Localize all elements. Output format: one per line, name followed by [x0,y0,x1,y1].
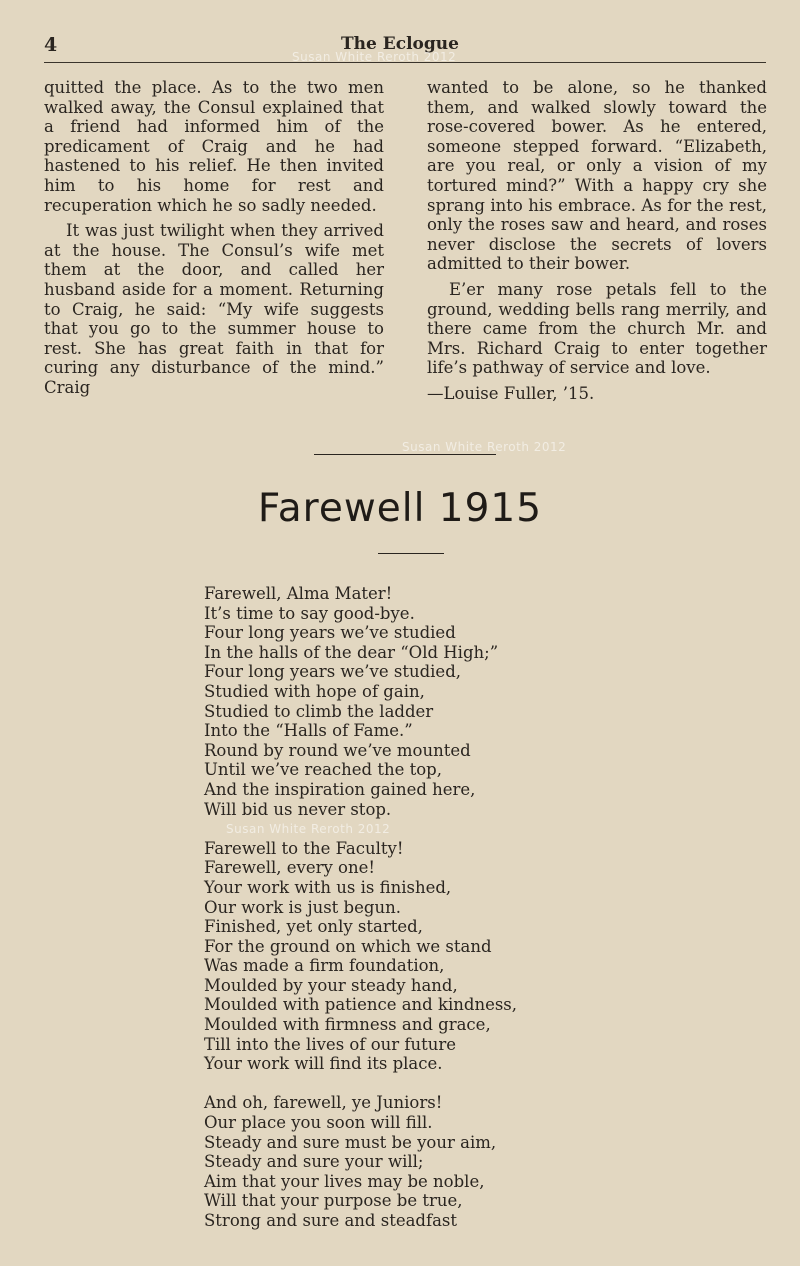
watermark-poem: Susan White Reroth 2012 [226,822,391,836]
story-signature: —Louise Fuller, ’15. [427,383,595,403]
poem-line: Until we’ve reached the top, [204,760,442,780]
story-paragraph: quitted the place. As to the two men walked away, the Consul explained that a friend had informed him of the predicament of Craig and he had hastened to his relief. He then invited him to his home for rest and recuperation which he so sadly needed. [44,78,384,215]
story-paragraph: It was just twilight when they arrived at the house. The Consul’s wife met them at the door, and called her husband aside for a moment. Returning to Craig, he said: “My wife suggests that you go to the summer house to rest. She has great faith in that for curing any disturbance of the mind.” Craig [44,221,384,397]
poem-line: Was made a firm foundation, [204,956,445,976]
poem-line: Will that your purpose be true, [204,1191,463,1211]
section-divider [314,454,496,455]
poem-line: For the ground on which we stand [204,936,492,956]
poem-line: Moulded by your steady hand, [204,975,458,995]
poem-stanza [204,839,517,1074]
watermark-middle: Susan White Reroth 2012 [402,440,567,454]
poem-line: Will bid us never stop. [204,799,392,819]
poem-line: Four long years we’ve studied [204,623,456,643]
poem-line: Moulded with firmness and grace, [204,1015,491,1035]
poem-line: Steady and sure must be your aim, [204,1132,497,1152]
poem-line: Farewell, every one! [204,858,376,878]
poem-line: Strong and sure and steadfast [204,1211,458,1230]
poem-line: Farewell to the Faculty! [204,838,404,858]
poem-line: Your work with us is finished, [204,877,452,897]
running-header-title: The Eclogue [341,34,459,54]
poem-line: And oh, farewell, ye Juniors! [204,1093,443,1113]
poem-title: Farewell 1915 [257,486,543,531]
poem-line: Our work is just begun. [204,897,401,917]
poem-line: In the halls of the dear “Old High;” [204,642,499,662]
poem-line: Round by round we’ve mounted [204,740,471,760]
story-right-column [427,78,767,404]
poem-line: Your work will find its place. [204,1054,443,1074]
poem-line: And the inspiration gained here, [204,779,476,799]
poem-line: Moulded with patience and kindness, [204,995,518,1015]
page-number: 4 [44,34,58,56]
story-left-column [44,78,384,398]
poem-stanza [204,1093,517,1230]
story-paragraph: wanted to be alone, so he thanked them, and walked slowly toward the rose-covered bower. As he entered, someone stepped forward. “Elizabeth, are you real, or only a vision of my tortured mind?” With a happy cry she sprang into his embrace. As for the rest, only the roses saw and heard, and roses never disclose the secrets of lovers admitted to their bower. [427,78,767,274]
poem-line: It’s time to say good-bye. [204,603,415,623]
poem-line: Steady and sure your will; [204,1152,424,1172]
poem-body [204,584,517,1250]
watermark-top: Susan White Reroth 2012 [292,50,457,64]
poem-line: Into the “Halls of Fame.” [204,721,413,741]
poem-line: Farewell, Alma Mater! [204,584,393,603]
poem-stanza [204,584,517,819]
poem-line: Finished, yet only started, [204,917,423,937]
poem-line: Aim that your lives may be noble, [204,1171,485,1191]
poem-line: Studied to climb the ladder [204,701,434,721]
story-paragraph: E’er many rose petals fell to the ground, wedding bells rang merrily, and there came from the church Mr. and Mrs. Richard Craig to enter together life’s pathway of service and love. [427,279,767,378]
poem-line: Studied with hope of gain, [204,681,425,701]
poem-line: Till into the lives of our future [204,1034,457,1054]
title-underline [378,553,444,554]
poem-line: Four long years we’ve studied, [204,662,462,682]
poem-line: Our place you soon will fill. [204,1113,433,1133]
